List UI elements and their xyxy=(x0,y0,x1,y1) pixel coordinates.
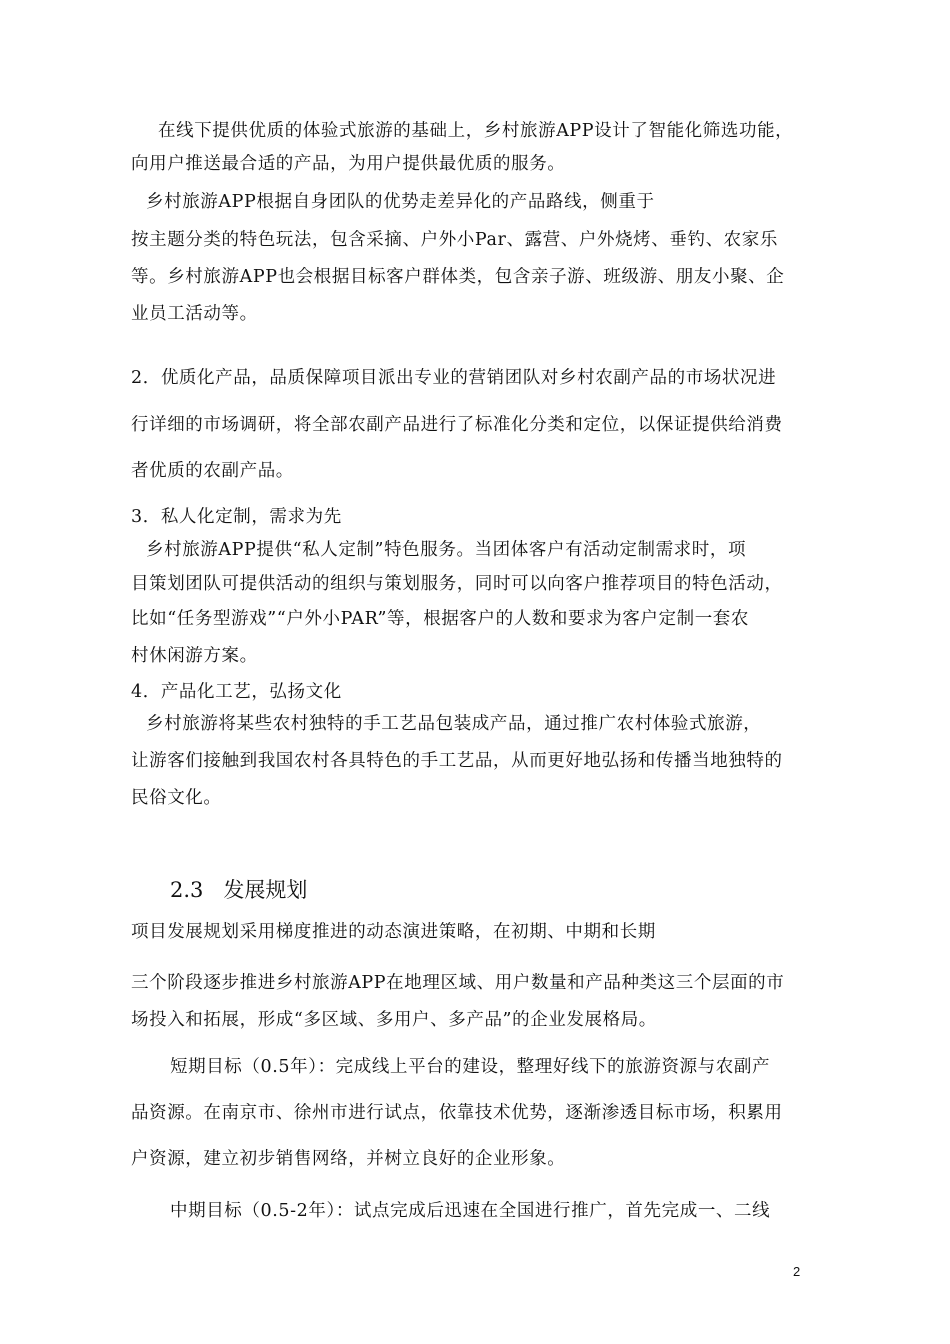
paragraph-line: 民俗文化。 xyxy=(131,788,222,808)
paragraph-line: 让游客们接触到我国农村各具特色的手工艺品，从而更好地弘扬和传播当地独特的 xyxy=(131,751,783,771)
paragraph-line: 村休闲游方案。 xyxy=(131,646,258,666)
section-title: 发展规划 xyxy=(223,878,308,902)
paragraph-line: 在线下提供优质的体验式旅游的基础上，乡村旅游APP设计了智能化筛选功能， xyxy=(158,121,794,141)
paragraph-line: 乡村旅游将某些农村独特的手工艺品包装成产品，通过推广农村体验式旅游， xyxy=(146,714,762,734)
paragraph-line: 向用户推送最合适的产品，为用户提供最优质的服务。 xyxy=(131,154,566,174)
list-heading: 3．私人化定制，需求为先 xyxy=(131,507,342,527)
paragraph-line: 户资源，建立初步销售网络，并树立良好的企业形象。 xyxy=(131,1149,566,1169)
paragraph-line: 品资源。在南京市、徐州市进行试点，依靠技术优势，逐渐渗透目标市场，积累用 xyxy=(131,1103,783,1123)
paragraph-line: 等。乡村旅游APP也会根据目标客户群体类，包含亲子游、班级游、朋友小聚、企 xyxy=(131,267,785,287)
paragraph-line: 三个阶段逐步推进乡村旅游APP在地理区域、用户数量和产品种类这三个层面的市 xyxy=(131,973,785,993)
paragraph-line: 行详细的市场调研，将全部农副产品进行了标准化分类和定位，以保证提供给消费 xyxy=(131,415,783,435)
section-heading xyxy=(170,876,307,904)
paragraph-line: 目策划团队可提供活动的组织与策划服务，同时可以向客户推荐项目的特色活动， xyxy=(131,574,783,594)
section-number: 2.3 xyxy=(170,878,204,902)
paragraph-line: 2．优质化产品，品质保障项目派出专业的营销团队对乡村农副产品的市场状况进 xyxy=(131,368,777,388)
paragraph-line: 者优质的农副产品。 xyxy=(131,461,294,481)
paragraph-line: 乡村旅游APP根据自身团队的优势走差异化的产品路线，侧重于 xyxy=(146,192,655,212)
paragraph-line: 乡村旅游APP提供“私人定制”特色服务。当团体客户有活动定制需求时，项 xyxy=(146,540,747,560)
paragraph-line: 业员工活动等。 xyxy=(131,304,258,324)
list-heading: 4．产品化工艺，弘扬文化 xyxy=(131,682,342,702)
page-number: 2 xyxy=(793,1264,801,1279)
paragraph-line: 比如“任务型游戏”“户外小PAR”等，根据客户的人数和要求为客户定制一套农 xyxy=(131,609,750,629)
paragraph-line: 场投入和拓展，形成“多区域、多用户、多产品”的企业发展格局。 xyxy=(131,1010,657,1030)
paragraph-line: 项目发展规划采用梯度推进的动态演进策略，在初期、中期和长期 xyxy=(131,922,656,942)
paragraph-line: 按主题分类的特色玩法，包含采摘、户外小Par、露营、户外烧烤、垂钓、农家乐 xyxy=(131,230,778,250)
paragraph-line: 短期目标（0.5年）：完成线上平台的建设，整理好线下的旅游资源与农副产 xyxy=(170,1057,771,1077)
paragraph-line: 中期目标（0.5-2年）：试点完成后迅速在全国进行推广，首先完成一、二线 xyxy=(170,1201,771,1221)
